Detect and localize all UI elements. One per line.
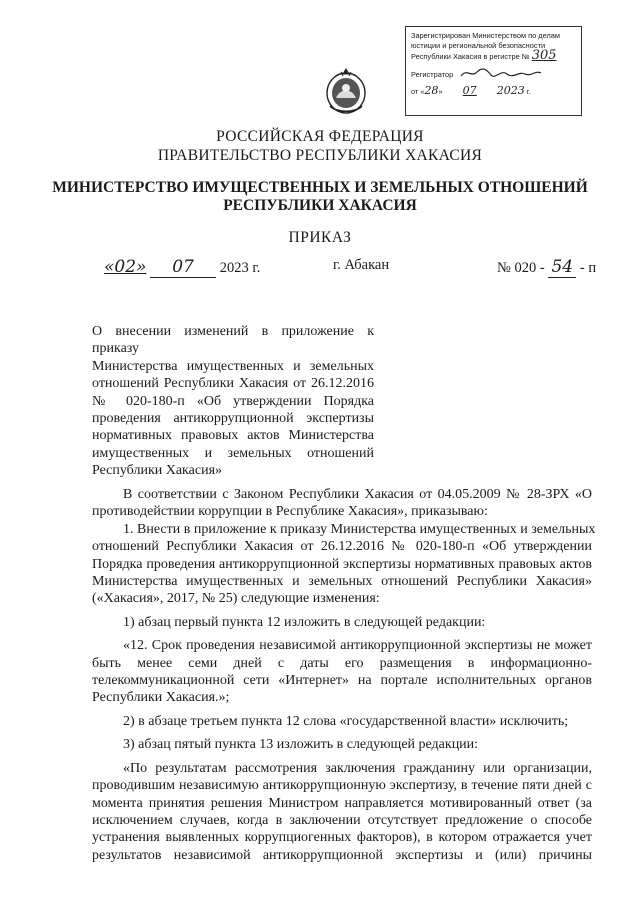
document-type: ПРИКАЗ xyxy=(288,229,352,246)
stamp-line: Зарегистрирован Министерством по делам xyxy=(411,31,560,40)
body-line: проводившим независимую антикоррупционную экспертизу, в течение пяти дней с xyxy=(92,778,592,794)
registrar-signature xyxy=(459,66,543,80)
order-date xyxy=(104,257,260,277)
paragraph-quote-13 xyxy=(92,760,592,864)
registration-stamp xyxy=(405,26,582,116)
body-line: быть менее семи дней с даты его размещения в информационно- xyxy=(92,655,592,671)
stamp-date-line: от «28» 07 2023 г. xyxy=(411,84,531,97)
order-number-handwritten: 54 xyxy=(548,257,576,278)
body-line: противодействии коррупции в Республике Хакасия», приказываю: xyxy=(92,504,488,520)
ministry-title-line: МИНИСТЕРСТВО ИМУЩЕСТВЕННЫХ И ЗЕМЕЛЬНЫХ ОТНОШЕНИЙ xyxy=(52,179,588,196)
body-line: Министерства имущественных и земельных отношений Республики Хакасия» xyxy=(92,574,592,590)
paragraph-subitem-2 xyxy=(92,713,592,730)
body-line: 1. Внести в приложение к приказу Министерства имущественных и земельных xyxy=(123,521,596,537)
subject-line: проведения антикоррупционной экспертизы xyxy=(92,411,374,427)
paragraph-subitem-3 xyxy=(92,736,592,753)
stamp-registrar-label: Регистратор xyxy=(411,70,454,79)
paragraph-quote-12 xyxy=(92,637,592,707)
paragraph-subitem-1 xyxy=(92,614,592,631)
ministry-title-line: РЕСПУБЛИКИ ХАКАСИЯ xyxy=(223,197,417,214)
stamp-year: 2023 xyxy=(496,84,525,97)
body-line: телекоммуникационной сети «Интернет» на портале исполнительных органов xyxy=(92,673,592,689)
country-title: РОССИЙСКАЯ ФЕДЕРАЦИЯ xyxy=(216,128,424,145)
body-line: 1) абзац первый пункта 12 изложить в следующей редакции: xyxy=(123,614,486,630)
order-number xyxy=(497,257,596,277)
order-number-prefix: № 020 - xyxy=(497,260,545,276)
body-line: отношений Республики Хакасия от 26.12.2016 № 020-180-п «Об утверждении xyxy=(92,539,592,555)
body-line: В соответствии с Законом Республики Хакасия от 04.05.2009 № 28-ЗРХ «О xyxy=(123,487,592,502)
paragraph-item-1 xyxy=(92,521,596,608)
body-line: 2) в абзаце третьем пункта 12 слова «государственной власти» исключить; xyxy=(123,713,569,729)
subject-line: отношений Республики Хакасия от 26.12.2016 xyxy=(92,376,374,392)
subject-line: № 020-180-п «Об утверждении Порядка xyxy=(92,393,374,409)
stamp-year-suffix: г. xyxy=(526,87,531,96)
body-line: Порядка проведения антикоррупционной экспертизы нормативных правовых актов xyxy=(92,556,592,572)
subject-line: Республики Хакасия» xyxy=(92,463,223,479)
subject-line: нормативных правовых актов Министерства xyxy=(92,428,374,444)
subject-line: Министерства имущественных и земельных xyxy=(92,358,374,374)
body-line: момента принятия решения Министром направляется мотивированный ответ (за xyxy=(92,795,592,811)
order-date-month: 07 xyxy=(150,257,216,278)
stamp-line xyxy=(411,48,576,63)
body-line: исключением случаев, когда в заключении отсутствует предложение о способе xyxy=(92,812,592,828)
order-number-suffix: - п xyxy=(579,260,597,276)
stamp-line xyxy=(411,66,576,80)
body-line: («Хакасия», 2017, № 25) следующие изменения: xyxy=(92,591,380,607)
stamp-month: 07 xyxy=(462,84,477,97)
government-title: ПРАВИТЕЛЬСТВО РЕСПУБЛИКИ ХАКАСИЯ xyxy=(157,147,483,164)
order-body xyxy=(92,486,596,864)
ministry-title xyxy=(0,179,640,215)
order-city: г. Абакан xyxy=(333,257,390,273)
subject-line: О внесении изменений в приложение к приказу xyxy=(92,324,374,357)
coat-of-arms-emblem xyxy=(322,66,370,116)
order-date-year: 2023 г. xyxy=(219,260,261,276)
stamp-registry-label: Республики Хакасия в регистре № xyxy=(411,52,530,61)
order-date-day: «02» xyxy=(104,257,147,277)
body-line: «12. Срок проведения независимой антикоррупционной экспертизы не может xyxy=(123,638,592,654)
body-line: устранения выявленных коррупциогенных факторов), в котором отражается учет xyxy=(92,830,592,846)
body-line: результатов независимой антикоррупционной экспертизы и (или) причины xyxy=(92,847,592,863)
paragraph-preamble xyxy=(92,486,592,521)
order-subject xyxy=(92,323,374,480)
body-line: 3) абзац пятый пункта 13 изложить в следующей редакции: xyxy=(123,737,479,753)
stamp-line: юстиции и региональной безопасности xyxy=(411,41,546,50)
body-line: «По результатам рассмотрения заключения гражданину или организации, xyxy=(123,760,592,776)
stamp-day: 28 xyxy=(424,84,439,97)
stamp-reg-number: 305 xyxy=(531,48,557,63)
subject-line: имущественных и земельных отношений xyxy=(92,445,374,461)
body-line: Республики Хакасия.»; xyxy=(92,690,230,706)
stamp-date-prefix: от « xyxy=(411,87,425,96)
